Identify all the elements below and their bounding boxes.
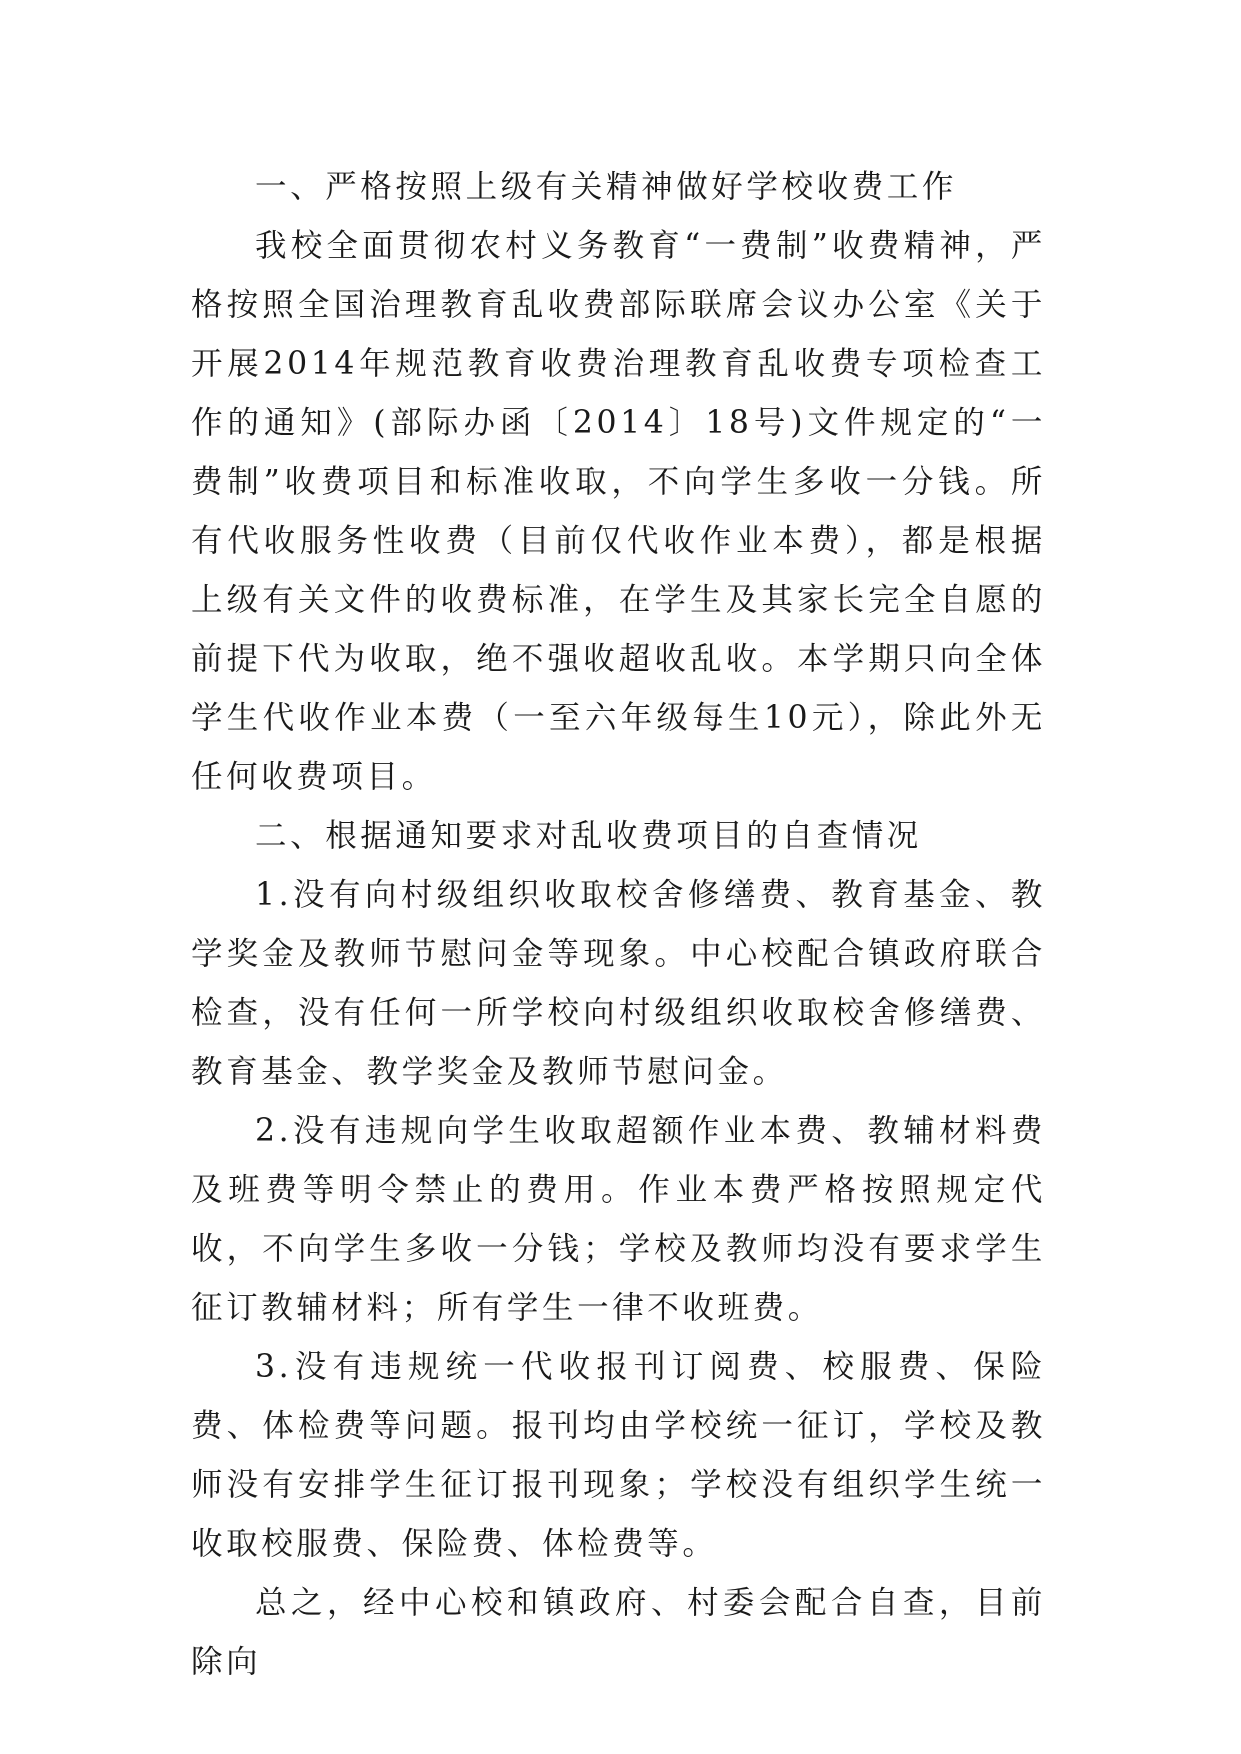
paragraph-item-3: 3.没有违规统一代收报刊订阅费、校服费、保险费、体检费等问题。报刊均由学校统一征订，学校及教师没有安排学生征订报刊现象；学校没有组织学生统一收取校服费、保险费、体检费等。 [191,1349,1046,1562]
paragraph-item-1: 1.没有向村级组织收取校舍修缮费、教育基金、教学奖金及教师节慰问金等现象。中心校配合镇政府联合检查，没有任何一所学校向村级组织收取校舍修缮费、教育基金、教学奖金及教师节慰问金。 [191,877,1046,1090]
section-heading-1: 一、严格按照上级有关精神做好学校收费工作 [255,169,958,205]
paragraph-fee-policy: 我校全面贯彻农村义务教育“一费制”收费精神，严格按照全国治理教育乱收费部际联席会议办公室《关于开展2014年规范教育收费治理教育乱收费专项检查工作的通知》(部际办函〔2014〕18号)文件规定的“一费制”收费项目和标准收取，不向学生多收一分钱。所有代收服务性收费（目前仅代收作业本费），都是根据上级有关文件的收费标准，在学生及其家长完全自愿的前提下代为收取，绝不强收超收乱收。本学期只向全体学生代收作业本费（一至六年级每生10元），除此外无任何收费项目。 [191,228,1046,795]
paragraph-summary: 总之，经中心校和镇政府、村委会配合自查，目前除向 [191,1585,1046,1680]
section-heading-2: 二、根据通知要求对乱收费项目的自查情况 [255,818,922,854]
document-body [191,158,1046,1692]
paragraph-item-2: 2.没有违规向学生收取超额作业本费、教辅材料费及班费等明令禁止的费用。作业本费严格按照规定代收，不向学生多收一分钱；学校及教师均没有要求学生征订教辅材料；所有学生一律不收班费。 [191,1113,1046,1326]
